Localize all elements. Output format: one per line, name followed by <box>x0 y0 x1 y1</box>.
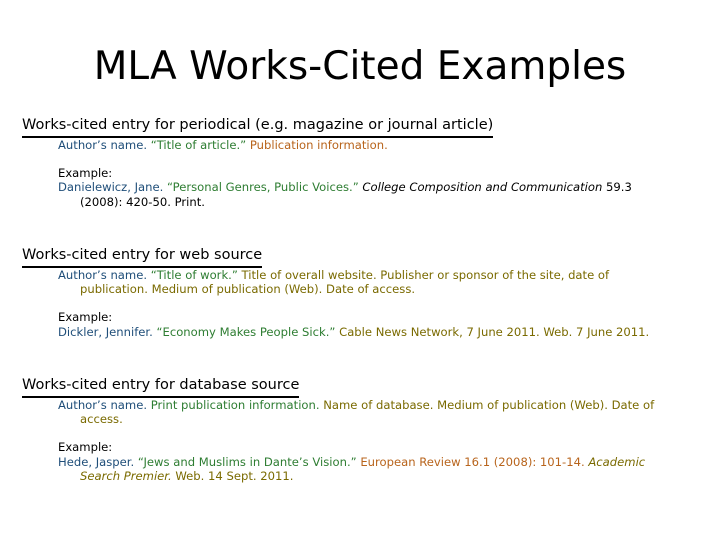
format-site: Title of overall website. Publisher or sponsor of the site, date of <box>241 268 610 282</box>
example-title: “Jews and Muslims in Dante’s Vision.” <box>137 454 357 469</box>
example-container: College Composition and Communication <box>362 180 603 195</box>
example-label: Example: <box>58 440 113 455</box>
format-publication: Publication information. <box>249 138 388 152</box>
format-line-2: publication. Medium of publication (Web). Date of access. <box>80 282 416 297</box>
section-periodical <box>22 114 712 209</box>
example-site: Cable News Network, 7 June 2011. Web. 7 June 2011. <box>339 324 650 339</box>
section-heading: Works-cited entry for periodical (e.g. magazine or journal article) <box>22 116 493 138</box>
format-line <box>58 268 712 282</box>
example-volume: 59.3 <box>606 180 632 195</box>
example-label: Example: <box>58 310 113 325</box>
section-database <box>22 374 712 483</box>
section-body <box>58 268 712 339</box>
example-line <box>58 455 712 469</box>
example-label: Example: <box>58 166 113 181</box>
format-title: “Title of work.” <box>150 268 238 282</box>
example-access: Web. 14 Sept. 2011. <box>175 468 294 483</box>
example-author: Hede, Jasper. <box>58 454 135 469</box>
example-line <box>58 180 712 194</box>
format-database: Name of database. Medium of publication (Web). Date of <box>323 398 655 412</box>
section-web <box>22 244 712 339</box>
example-line-2: (2008): 420-50. Print. <box>80 194 205 209</box>
format-line <box>58 138 712 152</box>
section-body <box>58 398 712 483</box>
format-author: Author’s name. <box>58 398 148 412</box>
format-line <box>58 398 712 412</box>
example-title: “Personal Genres, Public Voices.” <box>167 180 359 195</box>
example-database-cont: Search Premier. <box>80 468 172 483</box>
format-author: Author’s name. <box>58 268 148 282</box>
section-body <box>58 138 712 209</box>
example-line <box>58 325 712 339</box>
page-title: MLA Works-Cited Examples <box>93 44 627 89</box>
format-publication: Print publication information. <box>150 398 320 412</box>
format-line-2: access. <box>80 412 123 427</box>
example-author: Dickler, Jennifer. <box>58 324 153 339</box>
example-author: Danielewicz, Jane. <box>58 180 164 195</box>
format-title: “Title of article.” <box>150 138 247 152</box>
section-heading: Works-cited entry for web source <box>22 246 262 268</box>
section-heading: Works-cited entry for database source <box>22 376 299 398</box>
example-publication: European Review 16.1 (2008): 101-14. <box>360 454 585 469</box>
example-line-2 <box>58 469 712 483</box>
example-title: “Economy Makes People Sick.” <box>156 324 336 339</box>
format-author: Author’s name. <box>58 138 148 152</box>
example-database: Academic <box>588 454 646 469</box>
